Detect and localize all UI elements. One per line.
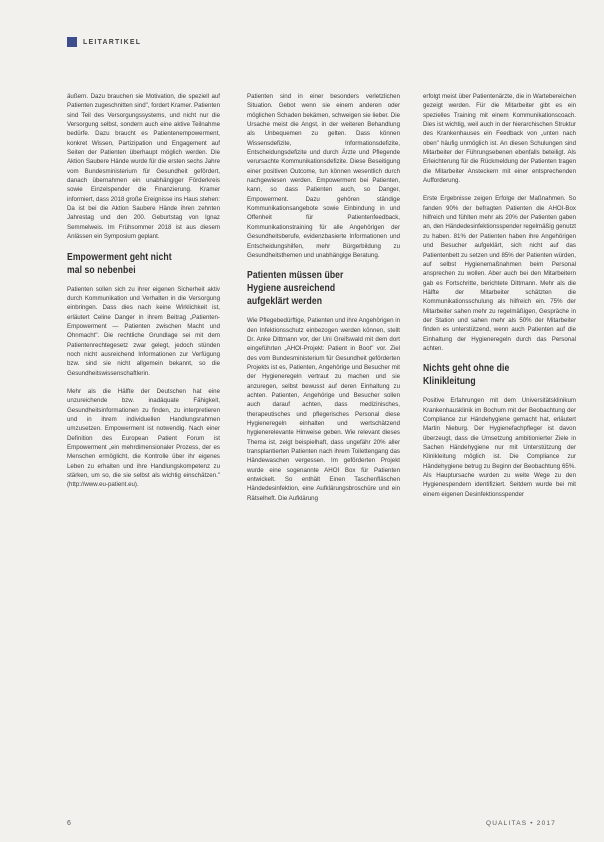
paragraph: Wie Pflegebedürftige, Patienten und ihre Angehörigen in den Infektionsschutz einbezogen werden können, stellt Dr. Anke Dittmann vor, der Uni Greifswald mit dem dort eingeführten „AHOI-Projekt: Patient in Boot" vor. Ziel des vom Bundesministerium für Gesundheit geförderten Projekts ist es, Patienten, Angehörige und Besucher mit der Hygieneregeln vertraut zu machen und sie anzuregen, selbst bewusst auf deren Einhaltung zu achten. Patienten, Angehörige und Besucher sollen auch darauf achten, dass medizinisches, therapeutisches und pflegerisches Personal diese Hygieneregeln einhalten und wertschätzend hygienerelevante Hinweise geben. Wie relevant dieses Thema ist, zeigt beispielhaft, dass ungefähr 20% aller transplantierten Patienten nach ihrem Toilettengang das Händewaschen vergessen. Im geförderten Projekt wurde eine sogenannte AHOI Box für Patienten entwickelt. So enthält Einen Taschenfläschen Händedesinfektion, eine Aufklärungsbroschüre und ein Rätselheft. Die Aufklärung xyxy=(247,317,400,502)
paragraph: äußern. Dazu brauchen sie Motivation, die speziell auf Patienten zugeschnitten sind", fordert Kramer. Patienten sind Teil des Versorgungssystems, und nicht nur die Versorgung selbst, sondern auch eine aktive Teilnahme bedürfe. Dazu braucht es Patientenempowerment, konkret Wissen, Partizipation und Engagement auf Seiten der Patienten überhaupt möglich werden. Die Aktion Saubere Hände wurde für die ersten sechs Jahre vom Bundesministerium für Gesundheit gefördert, danach übernahmen ein unabhängiger Förderkreis sowie Einzelspender die Finanzierung. Kramer informiert, dass 2018 große Ereignisse ins Haus stehen: Da ist bei die Aktion Saubere Hände ihren zehnten Jahrestag und den 200. Geburtstag von Ignaz Semmelweis. Im Frühsommer 2018 ist aus diesem Anlässen ein Symposium geplant. xyxy=(67,93,220,241)
section-label: LEITARTIKEL xyxy=(83,38,142,46)
paragraph: Patienten sollen sich zu ihrer eigenen Sicherheit aktiv durch Kommunikation und Verhalten in die Versorgung einbringen. Dass dies nach keine Wirklichkeit ist, erläutert Celine Danger in ihrem Beitrag „Patienten-Empowerment — Patienten zwischen Macht und Ohnmacht". Die rechtliche Grundlage sei mit dem Patientenrechtegesetz zwar gelegt, jedoch stünden noch nicht ausreichend Informationen zur Verfügung bzw. sind sie nicht allgemein bekannt, so die Gesundheitswissenschaftlerin. xyxy=(67,285,220,377)
column-1 xyxy=(67,92,220,499)
subheading: Empowerment geht nicht mal so nebenbei xyxy=(67,250,172,276)
paragraph: Mehr als die Hälfte der Deutschen hat eine unzureichende bzw. inadäquate Fähigkeit, Gesundheitsinformationen zu finden, zu interpretieren und in ihrem individuellen Handlungsrahmen umzusetzen. Empowerment ist notwendig. Nach einer Definition des European Patient Forum ist Empowerment „ein mehrdimensionaler Prozess, der es Menschen ermöglicht, die Kontrolle über ihr eigenes Leben zu erhalten und ihre Handlungskompetenz zu stärken, um so, die sie selbst als wichtig einschätzen." (http://www.eu-patient.eu). xyxy=(67,387,220,489)
paragraph: Positive Erfahrungen mit dem Universitätsklinikum Krankenhausklinik im Bochum mit der Beobachtung der Compliance zur Händehygiene gemacht hat, erläutert Martin Nieburg. Der Hygienefachpfleger ist davon überzeugt, dass die Umsetzung ambitionierter Ziele in Sachen Händehygiene nur mit Unterstützung der Klinikleitung möglich ist. Die Compliance zur Händehygiene betrug zu Beginn der Beobachtung 65%. Als Hauptursache wurden zu weite Wege zu den Hygienespendern identifiziert. Seitdem wurde bei mit einem eigenen Desinfektionsspender xyxy=(423,397,576,498)
paragraph: Patienten sind in einer besonders verletzlichen Situation. Gebot wenn sie einem anderen oder möglichen Schaden bekämen, schweigen sie lieber. Die Ursache meist die Angst, in der weiteren Behandlung als Unbequemen zu gelten. Dass können Wissensdefizite, Informationsdefizite, Entscheidungsdefizite und durch Ärzte und Pflegende verursachte Kommunikationsdefizite. Diese Beseitigung einer positiven Outcome, tun können wesentlich durch nachgewiesen werden. Empowerment bei Patienten, kann, so dass Patienten auch, so Danger, Empowerment. Dazu gehören ständige Kommunikationsangebote sowie Einbindung in und Offenheit für Patientenfeedback, Kommunikationstraining für alle Angehörigen der Gesundheitsberufe, evidenzbasierte Informationen und Entscheidungshilfen, mehr Bürgerbildung zu Gesundheitsthemen und unabhängige Beratung. xyxy=(247,93,400,259)
column-2 xyxy=(247,92,400,512)
paragraph: Erste Ergebnisse zeigen Erfolge der Maßnahmen. So fanden 90% der befragten Patienten die AHOI-Box hilfreich und fühlten mehr als 20% der Patienten gaben an, den Händedesinfektionsspender regelmäßig genutzt zu haben. 81% der Patienten haben ihre Angehörigen und Besucher aufgeklärt, sich nicht auf das Patientenbett zu setzen und 85% der Patienten würden, auf selbst Hygienemaßnahmen beim Personal ansprechen zu wollen. Aber auch bei den Mitarbeitern gab es Fortschritte, berichtete Dittmann. Mehr als die Hälfte der Mitarbeiter schätzten die Kommunikationsschulung als hilfreich ein. 75% der Mitarbeiter sahen mehr zu regelmäßigen, Gespräche in der Station und sahen mehr als 50% der Mitarbeiter finden es unterstützend, wenn auch Patienten auf die Einhaltung der Hygieneregeln durch das Personal achten. xyxy=(423,195,576,352)
subheading: Nichts geht ohne die Klinikleitung xyxy=(423,362,510,388)
subheading: Patienten müssen über Hygiene ausreichend aufgeklärt werden xyxy=(247,269,344,308)
paragraph: erfolgt meist über Patientenärzte, die in Wartebereichen gezeigt werden. Für die Mitarbeiter gibt es ein spezielles Training mit einem Kommunikationscoach. Dies ist wichtig, weil auch in der hierarchischen Struktur des Krankenhauses ein Feedback von „unten nach oben" häufig unmöglich ist. An diesen Schulungen sind Mitarbeiter der Führungsebenen ebenfalls beteiligt. Als Erleichterung für die Rückmeldung der Patienten tragen die Mitarbeiter Ansteckern mit einer entsprechenden Aufforderung. xyxy=(423,93,576,185)
section-marker xyxy=(67,37,77,47)
page-number: 6 xyxy=(67,820,71,827)
column-3 xyxy=(423,92,576,508)
journal-name: QUALITAS • 2017 xyxy=(486,820,557,827)
section-header xyxy=(67,36,141,48)
